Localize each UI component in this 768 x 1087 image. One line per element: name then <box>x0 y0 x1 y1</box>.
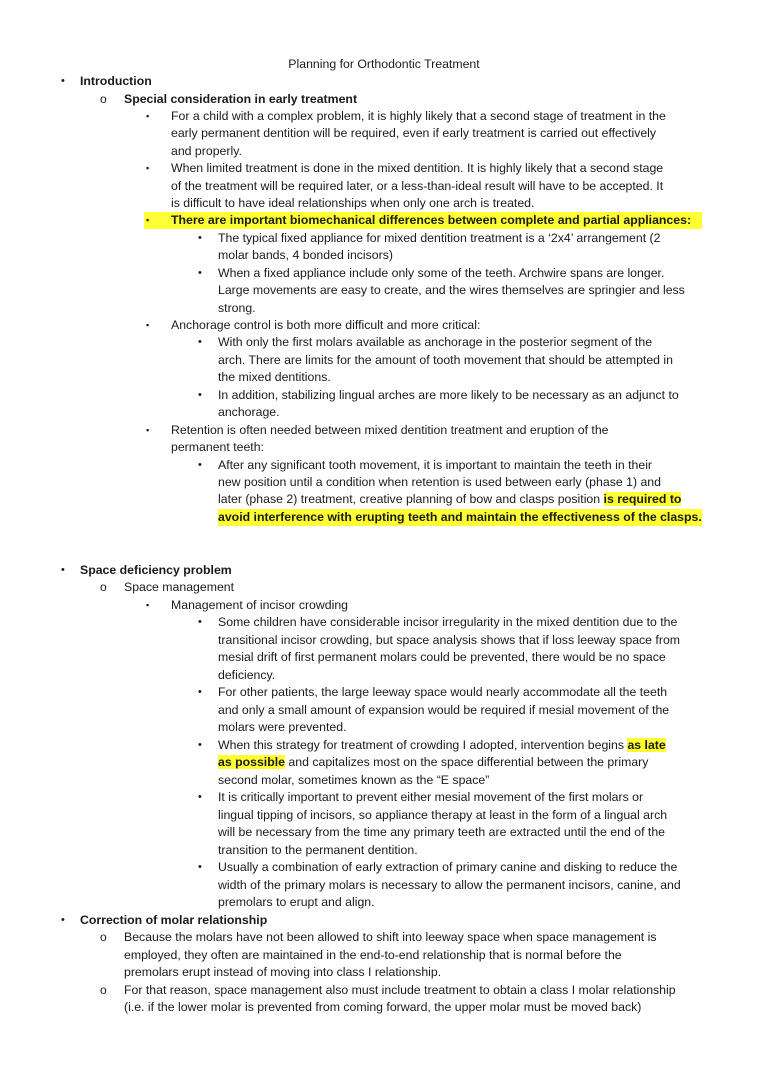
text-line: When this strategy for treatment of crowding I adopted, intervention begins as late <box>218 738 666 752</box>
square-marker: ▪ <box>146 215 150 225</box>
text-line: width of the primary molars is necessary to allow the permanent incisors, canine, and <box>218 878 681 892</box>
heading-molar-relationship: Correction of molar relationship <box>80 913 268 927</box>
text-line: Some children have considerable incisor irregularity in the mixed dentition due to the <box>218 615 678 629</box>
text-line: After any significant tooth movement, it is important to maintain the teeth in their <box>218 458 653 472</box>
bullet-marker: • <box>198 232 202 244</box>
text-line: employed, they often are maintained in the end-to-end relationship that is normal before the <box>124 948 622 962</box>
text-line: (i.e. if the lower molar is prevented from coming forward, the upper molar must be moved back) <box>124 1000 642 1014</box>
highlighted-text-line: avoid interference with erupting teeth and maintain the effectiveness of the clasps. <box>218 510 702 524</box>
text-line: early permanent dentition will be required, even if early treatment is carried out effectively <box>171 126 657 140</box>
square-marker: ▪ <box>146 320 150 330</box>
square-marker: ▪ <box>146 600 150 610</box>
text-line: is difficult to have ideal relationships when only one arch is treated. <box>171 196 535 210</box>
text-line: Large movements are easy to create, and the wires themselves are springier and less <box>218 283 685 297</box>
text-line: arch. There are limits for the amount of tooth movement that should be attempted in <box>218 353 674 367</box>
text-line: new position until a condition when retention is used between early (phase 1) and <box>218 475 661 489</box>
text-line: mesial drift of first permanent molars could be prevented, there would be no space <box>218 650 666 664</box>
text-line: molars were prevented. <box>218 720 347 734</box>
text-line: Management of incisor crowding <box>171 598 349 612</box>
square-marker: ▪ <box>146 163 150 173</box>
text-line: molar bands, 4 bonded incisors) <box>218 248 393 262</box>
text-line: second molar, sometimes known as the “E space” <box>218 773 490 787</box>
text-line: Retention is often needed between mixed dentition treatment and eruption of the <box>171 423 609 437</box>
text-line: as possible and capitalizes most on the space differential between the primary <box>218 755 649 769</box>
highlighted-text-line: There are important biomechanical differences between complete and partial appliances: <box>171 213 692 227</box>
highlighted-phrase: as possible <box>218 755 285 769</box>
text-line: and properly. <box>171 144 242 158</box>
bullet-marker: • <box>198 336 202 348</box>
text-line: Usually a combination of early extraction of primary canine and disking to reduce the <box>218 860 678 874</box>
text-line: When a fixed appliance include only some of the teeth. Archwire spans are longer. <box>218 266 665 280</box>
text-line: will be necessary from the time any primary teeth are extracted until the end of the <box>218 825 666 839</box>
bullet-marker: • <box>198 686 202 698</box>
bullet-marker: • <box>198 739 202 751</box>
text-line: For that reason, space management also must include treatment to obtain a class I molar relationship <box>124 983 676 997</box>
bullet-marker: • <box>198 791 202 803</box>
bullet-marker: • <box>198 861 202 873</box>
heading-space-deficiency: Space deficiency problem <box>80 563 232 577</box>
text-line: premolars to erupt and align. <box>218 895 375 909</box>
document-title: Planning for Orthodontic Treatment <box>288 57 480 71</box>
square-marker: ▪ <box>146 425 150 435</box>
text-line: premolars erupt instead of moving into class I relationship. <box>124 965 442 979</box>
circle-marker: o <box>100 983 107 997</box>
text-line: deficiency. <box>218 668 276 682</box>
text-line: transition to the permanent dentition. <box>218 843 418 857</box>
text-line: In addition, stabilizing lingual arches are more likely to be necessary as an adjunct to <box>218 388 679 402</box>
text-line: Because the molars have not been allowed to shift into leeway space when space management is <box>124 930 657 944</box>
text-line: Anchorage control is both more difficult and more critical: <box>171 318 481 332</box>
text-line: transitional incisor crowding, but space analysis shows that if loss leeway space from <box>218 633 681 647</box>
bullet-marker: • <box>61 914 65 926</box>
bullet-marker: • <box>198 616 202 628</box>
text-line: anchorage. <box>218 405 280 419</box>
square-marker: ▪ <box>146 111 150 121</box>
circle-marker: o <box>100 930 107 944</box>
text-line: permanent teeth: <box>171 440 264 454</box>
subheading-space-management: Space management <box>124 580 235 594</box>
text-line: lingual tipping of incisors, so appliance therapy at least in the form of a lingual arch <box>218 808 668 822</box>
text-line: The typical fixed appliance for mixed dentition treatment is a ‘2x4’ arrangement (2 <box>218 231 661 245</box>
circle-marker: o <box>100 580 107 594</box>
bullet-marker: • <box>61 564 65 576</box>
bullet-marker: • <box>198 267 202 279</box>
text-line: the mixed dentitions. <box>218 370 331 384</box>
bullet-marker: • <box>61 75 65 87</box>
text-line: strong. <box>218 301 256 315</box>
text-line: When limited treatment is done in the mixed dentition. It is highly likely that a second stage <box>171 161 664 175</box>
text-line: For other patients, the large leeway space would nearly accommodate all the teeth <box>218 685 668 699</box>
subheading-early-treatment: Special consideration in early treatment <box>124 92 358 106</box>
heading-introduction: Introduction <box>80 74 152 88</box>
text-line: and only a small amount of expansion would be required if mesial movement of the <box>218 703 670 717</box>
text-line: It is critically important to prevent either mesial movement of the first molars or <box>218 790 644 804</box>
text-line: of the treatment will be required later, or a less-than-ideal result will have to be accepted. It <box>171 179 664 193</box>
highlighted-phrase: as late <box>627 738 666 752</box>
text-line: For a child with a complex problem, it is highly likely that a second stage of treatment in the <box>171 109 666 123</box>
bullet-marker: • <box>198 459 202 471</box>
bullet-marker: • <box>198 389 202 401</box>
text-line: With only the first molars available as anchorage in the posterior segment of the <box>218 335 653 349</box>
highlighted-phrase: is required to <box>603 492 682 506</box>
text-line: later (phase 2) treatment, creative planning of bow and clasps position is required to <box>218 492 682 506</box>
circle-marker: o <box>100 92 107 106</box>
